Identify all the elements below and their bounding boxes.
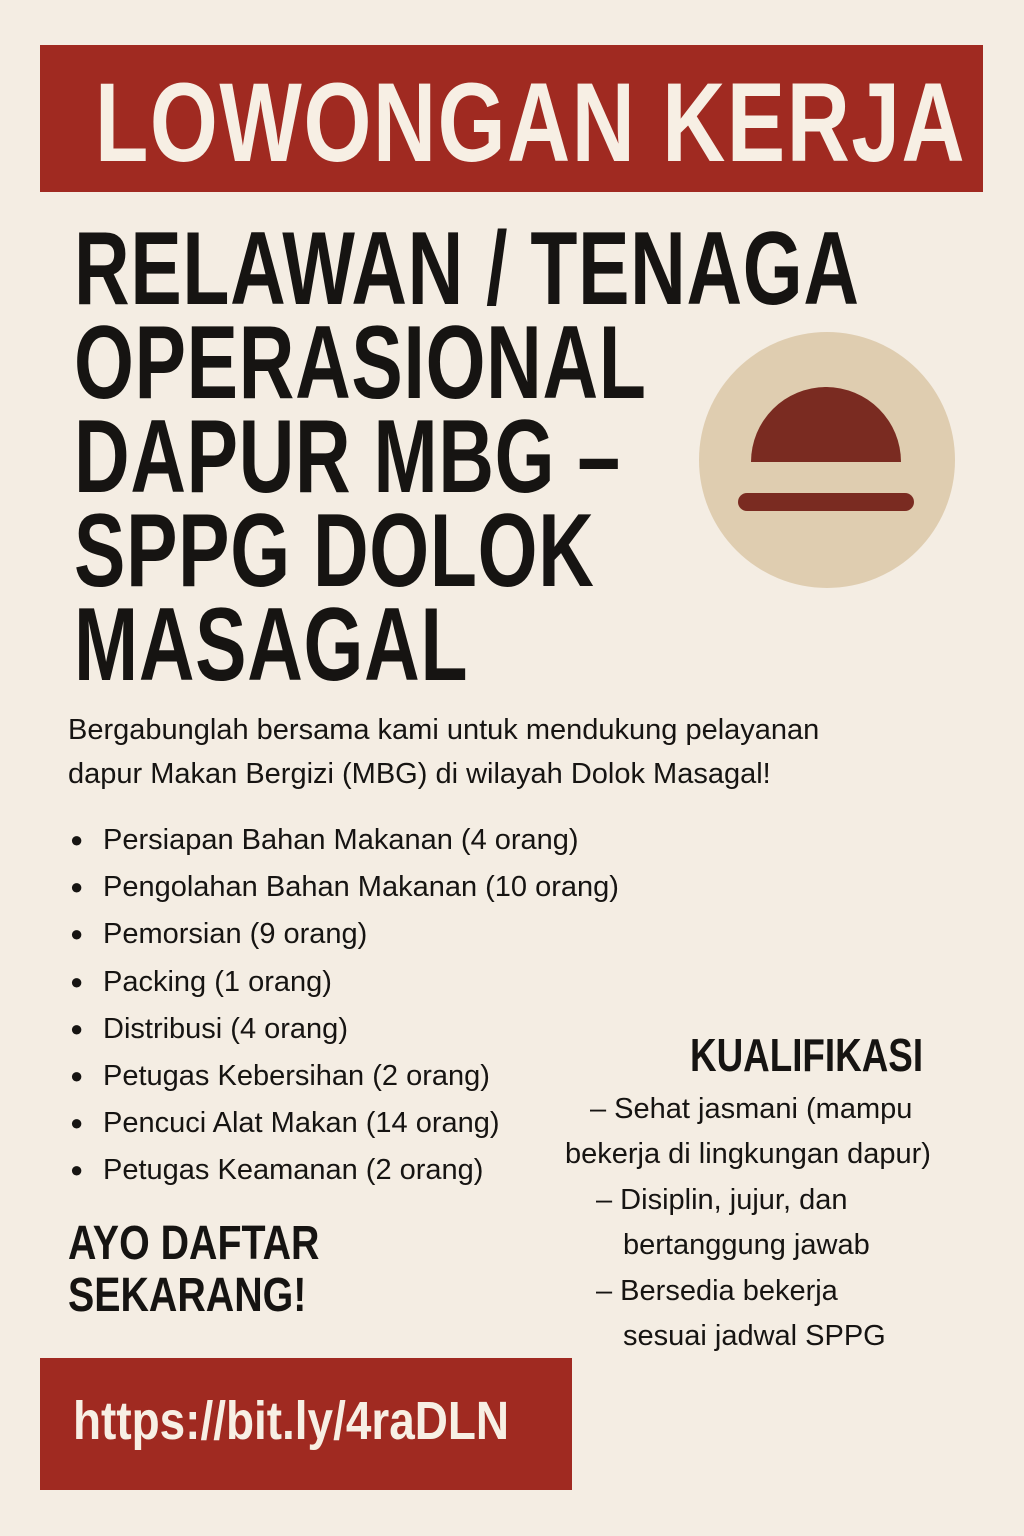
qualification-line: bertanggung jawab bbox=[623, 1229, 870, 1261]
cta-line: SEKARANG! bbox=[68, 1269, 307, 1322]
position-label: Pemorsian (9 orang) bbox=[103, 918, 368, 951]
position-label: Petugas Kebersihan (2 orang) bbox=[103, 1059, 490, 1092]
qualifications-title: KUALIFIKASI bbox=[690, 1029, 924, 1081]
list-item: ● Persiapan Bahan Makanan (4 orang) bbox=[70, 824, 579, 856]
intro-text bbox=[68, 708, 968, 796]
icon-circle bbox=[699, 332, 955, 588]
position-label: Petugas Keamanan (2 orang) bbox=[103, 1154, 484, 1187]
qualification-line: sesuai jadwal SPPG bbox=[623, 1320, 886, 1352]
qualification-line: – Disiplin, jujur, dan bbox=[596, 1184, 848, 1216]
intro-line: dapur Makan Bergizi (MBG) di wilayah Dolok Masagal! bbox=[68, 758, 771, 790]
headline-line: MASAGAL bbox=[74, 587, 469, 703]
cta-line: AYO DAFTAR bbox=[68, 1217, 320, 1270]
headline-line: RELAWAN / TENAGA bbox=[74, 211, 860, 327]
list-item: ● Pencuci Alat Makan (14 orang) bbox=[70, 1107, 500, 1140]
list-item: ● Pengolahan Bahan Makanan (10 orang) bbox=[70, 871, 619, 904]
position-label: Pengolahan Bahan Makanan (10 orang) bbox=[103, 871, 619, 904]
position-label: Pencuci Alat Makan (14 orang) bbox=[103, 1107, 500, 1140]
headline-line: SPPG DOLOK bbox=[74, 493, 595, 609]
position-label: Distribusi (4 orang) bbox=[103, 1012, 348, 1045]
list-item: ● Pemorsian (9 orang) bbox=[70, 918, 368, 951]
list-item: ● Distribusi (4 orang) bbox=[70, 1012, 348, 1045]
positions-list bbox=[70, 818, 619, 1196]
qualification-line: bekerja di lingkungan dapur) bbox=[565, 1138, 931, 1170]
list-item: ● Petugas Kebersihan (2 orang) bbox=[70, 1059, 490, 1092]
qualification-line: – Bersedia bekerja bbox=[596, 1275, 838, 1307]
register-link[interactable]: https://bit.ly/4raDLN bbox=[73, 1391, 510, 1451]
food-cloche-icon bbox=[699, 332, 955, 588]
intro-line: Bergabunglah bersama kami untuk mendukung pelayanan bbox=[68, 714, 820, 746]
position-label: Persiapan Bahan Makanan (4 orang) bbox=[103, 824, 579, 856]
position-label: Packing (1 orang) bbox=[103, 965, 332, 998]
qualification-line: – Sehat jasmani (mampu bbox=[590, 1093, 913, 1125]
headline-line: OPERASIONAL bbox=[74, 305, 647, 421]
headline-line: DAPUR MBG – bbox=[74, 399, 621, 515]
call-to-action bbox=[68, 1218, 319, 1322]
banner-title: LOWONGAN KERJA bbox=[95, 60, 967, 185]
list-item: ● Packing (1 orang) bbox=[70, 965, 332, 998]
list-item: ● Petugas Keamanan (2 orang) bbox=[70, 1154, 484, 1187]
